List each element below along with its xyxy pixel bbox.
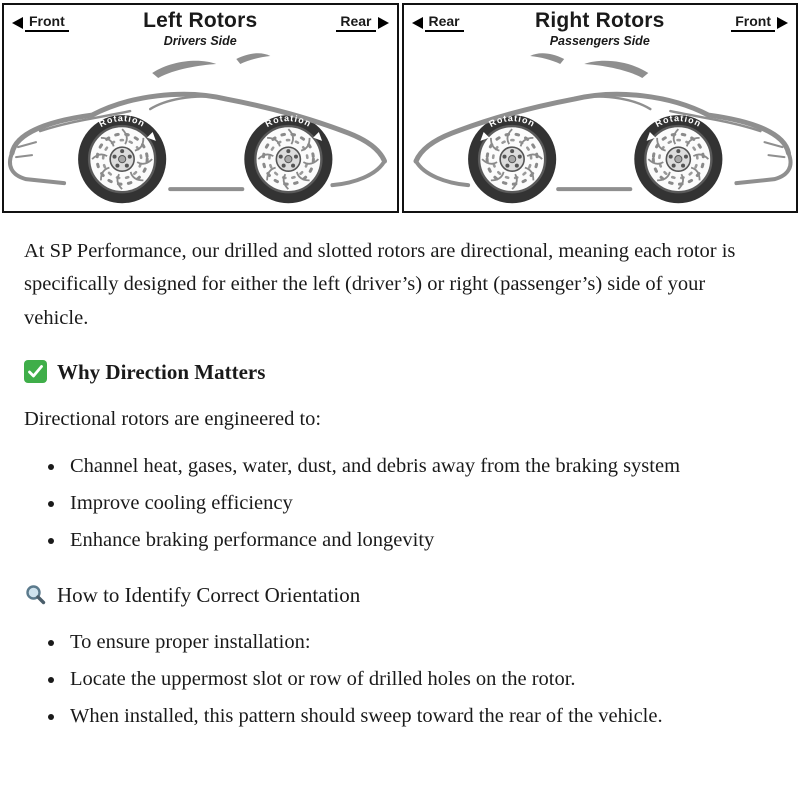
section1-heading: Why Direction Matters <box>57 359 266 384</box>
intro-paragraph: At SP Performance, our drilled and slotted rotors are directional, meaning each rotor is specifically designed for either the left (driver’s) or right (passenger’s) side of your vehicle. <box>24 240 736 329</box>
rotation-label: Rotation <box>263 113 314 130</box>
right-panel-title: Right Rotors <box>534 9 665 32</box>
left-panel-rear-direction <box>336 13 388 32</box>
check-icon <box>24 360 47 383</box>
list-item: • When installed, this pattern should sweep toward the rear of the vehicle. <box>66 700 774 733</box>
section2-heading: How to Identify Correct Orientation <box>57 582 361 607</box>
front-label: Front <box>25 13 69 32</box>
left-rotors-panel <box>2 3 399 213</box>
front-label: Front <box>731 13 775 32</box>
list-item: • Locate the uppermost slot or row of drilled holes on the rotor. <box>66 663 774 696</box>
left-panel-front-direction <box>12 13 69 32</box>
right-car-illustration <box>404 51 797 211</box>
right-panel-header <box>404 5 797 51</box>
rotor-orientation-diagram <box>0 0 800 215</box>
section-why-direction-matters <box>24 355 774 389</box>
list-item: • Enhance braking performance and longevity <box>66 524 774 557</box>
right-rotors-panel <box>402 3 799 213</box>
rotation-label: Rotation <box>486 113 537 130</box>
right-panel-rear-direction <box>412 13 464 32</box>
magnifier-icon <box>24 583 47 606</box>
rotation-label: Rotation <box>97 113 148 130</box>
list-item: • Channel heat, gases, water, dust, and debris away from the braking system <box>66 450 774 483</box>
rotation-label: Rotation <box>652 113 703 130</box>
list-item: • Improve cooling efficiency <box>66 487 774 520</box>
article-body <box>0 215 800 773</box>
section1-lead: Directional rotors are engineered to: <box>24 407 322 430</box>
left-panel-subtitle: Drivers Side <box>163 34 237 48</box>
arrow-left-icon <box>412 17 423 29</box>
list-item: • To ensure proper installation: <box>66 626 774 659</box>
right-panel-subtitle: Passengers Side <box>549 34 650 48</box>
arrow-right-icon <box>777 17 788 29</box>
section2-bullet-list <box>66 626 774 734</box>
arrow-left-icon <box>12 17 23 29</box>
left-car-illustration <box>4 51 397 211</box>
arrow-right-icon <box>378 17 389 29</box>
rear-label: Rear <box>336 13 375 32</box>
right-panel-front-direction <box>731 13 788 32</box>
left-panel-header <box>4 5 397 51</box>
left-panel-title: Left Rotors <box>143 9 258 32</box>
section-how-to-identify <box>24 578 774 612</box>
section1-bullet-list <box>66 450 774 558</box>
rear-label: Rear <box>425 13 464 32</box>
